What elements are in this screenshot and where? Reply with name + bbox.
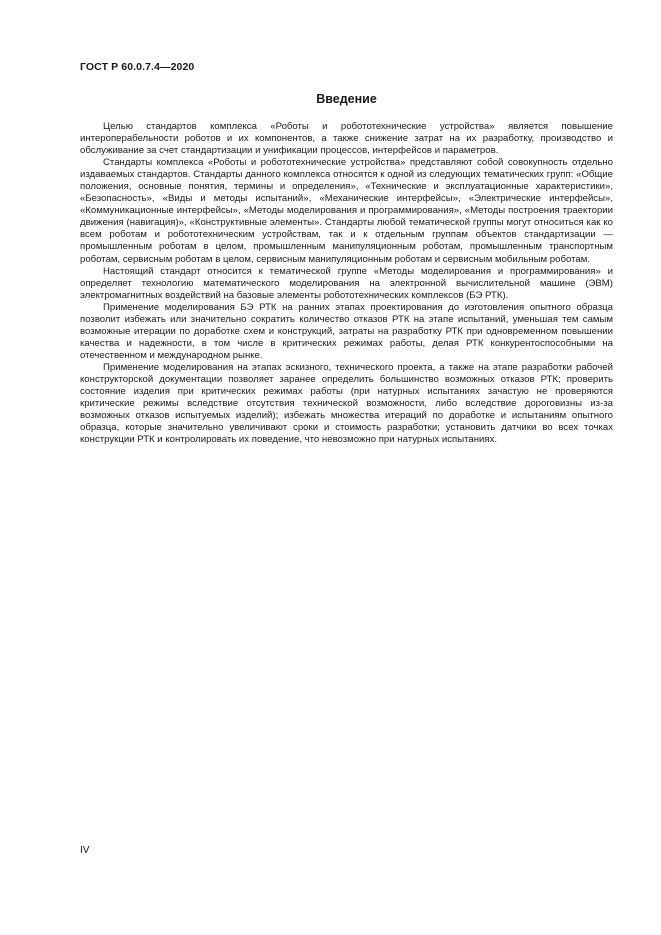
document-code: ГОСТ Р 60.0.7.4—2020	[80, 61, 195, 73]
paragraph-early-modeling: Применение моделирования БЭ РТК на ранних этапах проектирования до изготовления опытного образца позволит избежать или значительно сократить количество отказов РТК на этапе испытаний, уменьшая тем самым возможные итерации по доработке схем и конструкций, затраты на разработку РТК при одновременном повышении качества и надежности, в том числе в критических режимах работы, делая РТК конкурентоспособными на отечественном и международном рынке.	[80, 301, 613, 361]
paragraph-scope: Настоящий стандарт относится к тематической группе «Методы моделирования и программирования» и определяет технологию математического моделирования на электронной вычислительной машине (ЭВМ) электромагнитных воздействий на базовые элементы робототехнических комплексов (БЭ РТК).	[80, 265, 613, 301]
section-title: Введение	[316, 92, 377, 106]
introduction-body	[80, 121, 613, 446]
paragraph-standards-complex: Стандарты комплекса «Роботы и робототехнические устройства» представляют собой совокупность отдельно издаваемых стандартов. Стандарты данного комплекса относятся к одной из следующих тематических групп: «Общие положения, основные понятия, термины и определения», «Технические и эксплуатационные характеристики», «Безопасность», «Виды и методы испытаний», «Механические интерфейсы», «Электрические интерфейсы», «Коммуникационные интерфейсы», «Методы моделирования и программирования», «Методы построения траектории движения (навигация)», «Конструктивные элементы». Стандарты любой тематической группы могут относиться как ко всем роботам и робототехническим устройствам, так и к отдельным группам объектов стандартизации — промышленным роботам в целом, промышленным манипуляционным роботам, промышленным транспортным роботам, сервисным роботам в целом, сервисным манипуляционным роботам и сервисным мобильным роботам.	[80, 157, 613, 265]
page-number: IV	[80, 845, 90, 856]
paragraph-modeling-stages: Применение моделирования на этапах эскизного, технического проекта, а также на этапе разработки рабочей конструкторской документации позволяет заранее определить большинство возможных отказов РТК; проверить состояние изделия при критических режимах работы (при натурных испытаниях зачастую не проверяются критические режимы вследствие отсутствия технической возможности, либо вследствие дороговизны из-за возможных отказов испытуемых изделий); избежать множества итераций по доработке и испытаниям опытного образца, которые значительно увеличивают сроки и стоимость разработки; установить датчики во всех точках конструкции РТК и контролировать их поведение, что невозможно при натурных испытаниях.	[80, 361, 613, 446]
paragraph-goal: Целью стандартов комплекса «Роботы и робототехнические устройства» является повышение интероперабельности роботов и их компонентов, а также снижение затрат на их разработку, производство и обслуживание за счет стандартизации и унификации процессов, интерфейсов и параметров.	[80, 121, 613, 157]
